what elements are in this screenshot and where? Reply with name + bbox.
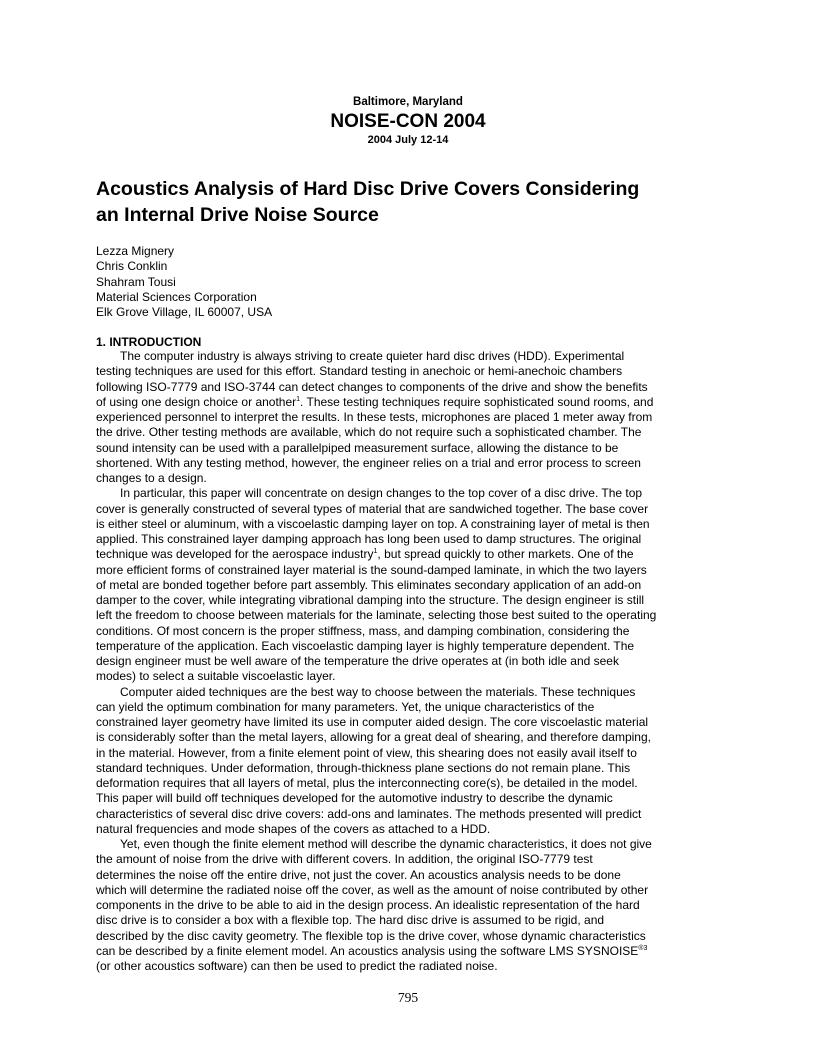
section-heading: 1. INTRODUCTION — [96, 335, 202, 349]
text-line: which will determine the radiated noise off the cover, as well as the amount of noise contributed by other — [96, 882, 649, 897]
paragraph — [96, 486, 720, 684]
text-line: (or other acoustics software) can then be used to predict the radiated noise. — [96, 959, 498, 973]
text-line: conditions. Of most concern is the proper stiffness, mass, and damping combination, considering the — [96, 623, 630, 638]
text-line: temperature of the application. Each viscoelastic damping layer is highly temperature dependent. The — [96, 638, 635, 653]
reference-superscript: 1 — [373, 548, 378, 556]
text-line: sound intensity can be used with a parallelpiped measurement surface, allowing the distance to be — [96, 440, 619, 455]
text-line: following ISO-7779 and ISO-3744 can detect changes to components of the drive and show the benefits — [96, 379, 648, 394]
text-line: modes) to select a suitable viscoelastic layer. — [96, 669, 336, 684]
line-text: of using one design choice or another — [96, 394, 297, 409]
text-line: design engineer must be well aware of the temperature the drive operates at (in both idle and seek — [96, 654, 619, 668]
paragraph — [96, 685, 720, 838]
conference-location: Baltimore, Maryland — [353, 96, 463, 108]
reference-superscript: 1 — [296, 395, 301, 403]
paragraph — [96, 349, 720, 486]
paper-title — [96, 176, 736, 228]
text-line — [96, 547, 720, 562]
text-line: of metal are bonded together before part assembly. This eliminates secondary application of an add-on — [96, 577, 642, 592]
text-line — [96, 395, 720, 410]
text-line: shortened. With any testing method, however, the engineer relies on a trial and error process to screen — [96, 455, 641, 470]
conference-name: NOISE-CON 2004 — [330, 111, 486, 132]
text-line: experienced personnel to interpret the results. In these tests, microphones are placed 1 meter away from — [96, 410, 653, 424]
text-line: is considerably softer than the metal layers, allowing for a great deal of shearing, and therefore damping, — [96, 730, 651, 745]
author-name: Chris Conklin — [96, 259, 168, 274]
text-line: standard techniques. Under deformation, through-thickness plane sections do not remain plane. This — [96, 760, 631, 775]
text-line: natural frequencies and mode shapes of the covers as attached to a HDD. — [96, 821, 491, 836]
text-line: determines the noise off the entire drive, not just the cover. An acoustics analysis needs to be done — [96, 867, 621, 882]
line-text: technique was developed for the aerospace industry — [96, 547, 374, 562]
text-line: components in the drive to be able to aid in the design process. An idealistic representation of the hard — [96, 898, 640, 912]
conference-date: 2004 July 12-14 — [367, 134, 449, 146]
text-line: cover is generally constructed of several types of material that are sandwiched together. The base cover — [96, 501, 649, 516]
text-line — [96, 685, 720, 700]
text-line — [96, 349, 720, 364]
text-line: damper to the cover, while integrating vibrational damping into the structure. The design engineer is still — [96, 593, 645, 607]
text-line: the amount of noise from the drive with different covers. In addition, the original ISO-7779 test — [96, 852, 593, 867]
text-line: This paper will build off techniques developed for the automotive industry to describe the dynamic — [96, 791, 613, 806]
text-line: deformation requires that all layers of metal, plus the interconnecting core(s), be detailed in the model. — [96, 776, 638, 790]
affiliation-line: Elk Grove Village, IL 60007, USA — [96, 305, 273, 320]
text-line — [96, 944, 720, 959]
text-line: can yield the optimum combination for many parameters. Yet, the unique characteristics of the — [96, 699, 595, 714]
text-line: the drive. Other testing methods are available, which do not require such a sophisticated chamber. The — [96, 425, 642, 440]
page-number: 795 — [397, 990, 419, 1005]
title-line-2: an Internal Drive Noise Source — [96, 204, 379, 226]
text-line: constrained layer geometry have limited its use in computer aided design. The core viscoelastic material — [96, 715, 649, 729]
text-line: more efficient forms of constrained layer material is the sound-damped laminate, in which the two layers — [96, 562, 647, 577]
text-line: is either steel or aluminum, with a viscoelastic damping layer on top. A constraining layer of metal is then — [96, 516, 650, 531]
line-text: Computer aided techniques are the best way to choose between the materials. These techniques — [120, 684, 636, 699]
author-name: Shahram Tousi — [96, 274, 176, 289]
author-name: Lezza Mignery — [96, 244, 175, 258]
text-line: in the material. However, from a finite element point of view, this shearing does not easily avail itself to — [96, 745, 637, 760]
title-line-1: Acoustics Analysis of Hard Disc Drive Covers Considering — [96, 178, 640, 200]
text-line: testing techniques are used for this effort. Standard testing in anechoic or hemi-anechoic chambers — [96, 364, 623, 379]
text-line — [96, 837, 720, 852]
line-text: , but spread quickly to other markets. One of the — [377, 547, 634, 562]
author-block — [96, 244, 272, 320]
text-line: applied. This constrained layer damping approach has long been used to damp structures. The original — [96, 532, 642, 546]
line-text: . These testing techniques require sophisticated sound rooms, and — [300, 394, 654, 409]
text-line: characteristics of several disc drive covers: add-ons and laminates. The methods presented will predict — [96, 806, 642, 821]
affiliation-line: Material Sciences Corporation — [96, 289, 257, 304]
line-text: The computer industry is always striving to create quieter hard disc drives (HDD). Experimental — [120, 349, 625, 363]
text-line: disc drive is to consider a box with a flexible top. The hard disc drive is assumed to be rigid, and — [96, 913, 605, 928]
text-line — [96, 486, 720, 501]
line-text: Yet, even though the finite element method will describe the dynamic characteristics, it does not give — [120, 837, 652, 851]
text-line: left the freedom to choose between materials for the laminate, selecting those best suited to the operating — [96, 608, 657, 623]
line-text: In particular, this paper will concentrate on design changes to the top cover of a disc drive. The top — [120, 486, 643, 501]
text-line: changes to a design. — [96, 471, 207, 485]
line-text: can be described by a finite element model. An acoustics analysis using the software LMS SYSNOISE — [96, 943, 639, 958]
registered-trademark-superscript: ®3 — [638, 944, 648, 952]
text-line: described by the disc cavity geometry. The flexible top is the drive cover, whose dynamic characteristics — [96, 928, 646, 943]
paragraph — [96, 837, 720, 974]
section-body — [96, 349, 720, 974]
